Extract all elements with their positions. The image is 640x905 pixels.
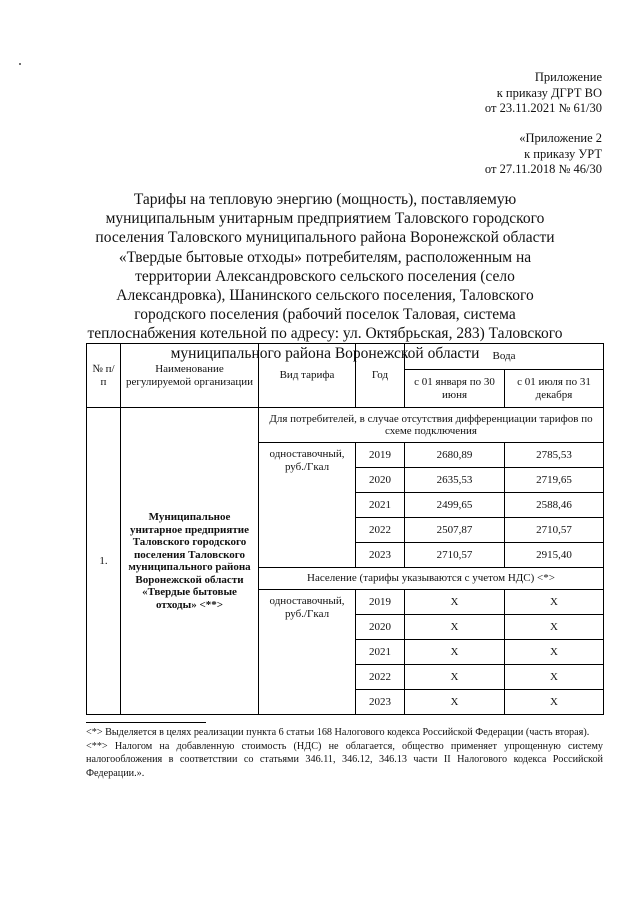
header-tariff-type: Вид тарифа [259, 344, 356, 408]
header-period2: с 01 июля по 31 декабря [505, 370, 604, 408]
value-cell: 2588,46 [505, 493, 604, 518]
appendix-line: от 23.11.2021 № 61/30 [484, 101, 602, 115]
year-cell: 2022 [356, 518, 405, 543]
value-cell: Х [405, 665, 505, 690]
value-cell: Х [405, 640, 505, 665]
value-cell: 2719,65 [505, 468, 604, 493]
year-cell: 2019 [356, 443, 405, 468]
footnote-1: <*> Выделяется в целях реализации пункта 6 статьи 168 Налогового кодекса Российской Федерации (часть вторая). [86, 727, 590, 738]
value-cell: Х [505, 615, 604, 640]
tariff-type-cell: одноставочный, руб./Гкал [259, 590, 356, 715]
year-cell: 2021 [356, 640, 405, 665]
appendix-line: к приказу УРТ [524, 146, 602, 161]
organization-name: Муниципальное унитарное предприятие Таловского городского поселения Таловского муниципального района Воронежской области «Твердые бытовые отходы» <**> [121, 408, 259, 715]
footnotes [86, 726, 603, 780]
appendix-line: от 27.11.2018 № 46/30 [484, 162, 602, 176]
header-year: Год [356, 344, 405, 408]
value-cell: Х [505, 590, 604, 615]
appendix-line: к приказу ДГРТ ВО [496, 85, 602, 100]
year-cell: 2020 [356, 468, 405, 493]
footnote-divider [86, 722, 206, 723]
value-cell: 2710,57 [405, 543, 505, 568]
value-cell: 2507,87 [405, 518, 505, 543]
header-period1: с 01 января по 30 июня [405, 370, 505, 408]
value-cell: Х [405, 615, 505, 640]
value-cell: Х [505, 690, 604, 715]
value-cell: 2915,40 [505, 543, 604, 568]
appendix-line: «Приложение 2 [519, 131, 602, 145]
value-cell: 2710,57 [505, 518, 604, 543]
year-cell: 2023 [356, 543, 405, 568]
value-cell: Х [405, 690, 505, 715]
year-cell: 2023 [356, 690, 405, 715]
value-cell: 2680,89 [405, 443, 505, 468]
tariff-table [86, 343, 604, 715]
header-num: № п/п [87, 344, 121, 408]
year-cell: 2021 [356, 493, 405, 518]
value-cell: Х [505, 665, 604, 690]
value-cell: 2635,53 [405, 468, 505, 493]
section-title: Для потребителей, в случае отсутствия дифференциации тарифов по схеме подключения [259, 408, 604, 443]
appendix-quote [485, 131, 602, 178]
value-cell: Х [405, 590, 505, 615]
section-title: Население (тарифы указываются с учетом НДС) <*> [259, 568, 604, 590]
value-cell: 2499,65 [405, 493, 505, 518]
year-cell: 2019 [356, 590, 405, 615]
header-water: Вода [405, 344, 604, 370]
value-cell: Х [505, 640, 604, 665]
section-title-row [87, 408, 604, 443]
value-cell: 2785,53 [505, 443, 604, 468]
appendix-header [485, 70, 602, 117]
document-title: Тарифы на тепловую энергию (мощность), поставляемую муниципальным унитарным предприятием Таловского городского поселения Таловского муниципального района Воронежской области «Твердые бытовые отходы» потребителям, расположенным на территории Александровского сельского поселения (село Александровка), Шанинского сельского поселения, Таловского городского поселения (рабочий поселок Таловая, система теплоснабжения котельной по адресу: ул. Октябрьская, 283) Таловского муниципального района Воронежской области [87, 191, 563, 362]
appendix-line: Приложение [534, 70, 602, 84]
scan-speck [19, 63, 21, 65]
year-cell: 2020 [356, 615, 405, 640]
table-header-row [87, 344, 604, 370]
tariff-type-cell: одноставочный, руб./Гкал [259, 443, 356, 568]
row-number: 1. [87, 408, 121, 715]
footnote-2: <**> Налогом на добавленную стоимость (НДС) не облагается, общество применяет упрощенную систему налогообложения в соответствии со статьями 346.11, 346.12, 346.13 части II Налогового кодекса Российской Федерации.». [86, 740, 603, 779]
year-cell: 2022 [356, 665, 405, 690]
header-org: Наименование регулируемой организации [121, 344, 259, 408]
